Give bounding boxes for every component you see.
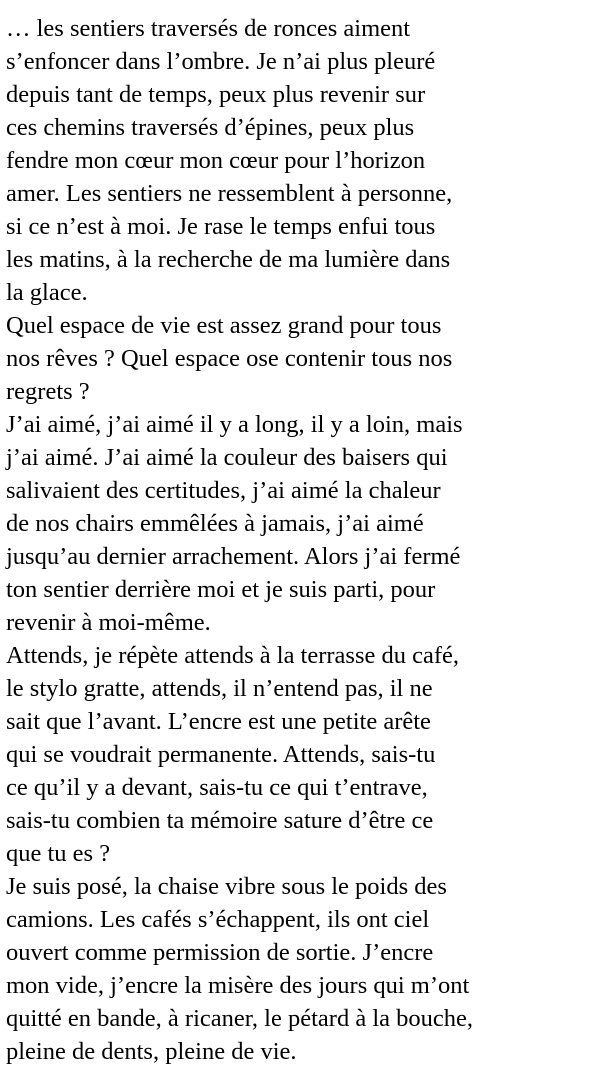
text-line: … les sentiers traversés de ronces aiment (6, 15, 411, 42)
text-paragraph (6, 12, 594, 309)
text-line: pleine de dents, pleine de vie. (6, 1038, 297, 1065)
text-line: les matins, à la recherche de ma lumière dans (6, 246, 451, 273)
text-paragraph (6, 870, 594, 1068)
text-line: sais-tu combien ta mémoire sature d’être ce (6, 807, 434, 834)
text-line: Attends, je répète attends à la terrasse du café, (6, 642, 460, 669)
text-line: Je suis posé, la chaise vibre sous le poids des (6, 873, 447, 900)
text-line: s’enfoncer dans l’ombre. Je n’ai plus pleuré (6, 48, 436, 75)
text-line: mon vide, j’encre la misère des jours qui m’ont (6, 972, 470, 999)
text-line: amer. Les sentiers ne ressemblent à personne, (6, 180, 453, 207)
text-line: jusqu’au dernier arrachement. Alors j’ai fermé (6, 543, 461, 570)
text-line: la glace. (6, 279, 88, 306)
text-line: J’ai aimé, j’ai aimé il y a long, il y a loin, mais (6, 411, 463, 438)
text-line: j’ai aimé. J’ai aimé la couleur des baisers qui (6, 444, 448, 471)
text-line: fendre mon cœur mon cœur pour l’horizon (6, 147, 426, 174)
text-paragraph (6, 408, 594, 639)
text-line: salivaient des certitudes, j’ai aimé la chaleur (6, 477, 441, 504)
text-line: quitté en bande, à ricaner, le pétard à la bouche, (6, 1005, 474, 1032)
text-line: ton sentier derrière moi et je suis parti, pour (6, 576, 436, 603)
text-line: nos rêves ? Quel espace ose contenir tous nos (6, 345, 453, 372)
text-line: camions. Les cafés s’échappent, ils ont ciel (6, 906, 430, 933)
text-line: sait que l’avant. L’encre est une petite arête (6, 708, 431, 735)
text-line: si ce n’est à moi. Je rase le temps enfui tous (6, 213, 436, 240)
text-line: de nos chairs emmêlées à jamais, j’ai aimé (6, 510, 424, 537)
text-line: Quel espace de vie est assez grand pour tous (6, 312, 442, 339)
text-line: regrets ? (6, 378, 90, 405)
text-line: depuis tant de temps, peux plus revenir sur (6, 81, 426, 108)
text-paragraph (6, 639, 594, 870)
text-line: qui se voudrait permanente. Attends, sais-tu (6, 741, 436, 768)
text-line: ce qu’il y a devant, sais-tu ce qui t’entrave, (6, 774, 428, 801)
text-line: ouvert comme permission de sortie. J’encre (6, 939, 434, 966)
text-body (6, 12, 594, 1068)
text-paragraph (6, 309, 594, 408)
text-line: que tu es ? (6, 840, 111, 867)
text-line: ces chemins traversés d’épines, peux plus (6, 114, 415, 141)
text-line: revenir à moi-même. (6, 609, 211, 636)
text-line: le stylo gratte, attends, il n’entend pas, il ne (6, 675, 433, 702)
